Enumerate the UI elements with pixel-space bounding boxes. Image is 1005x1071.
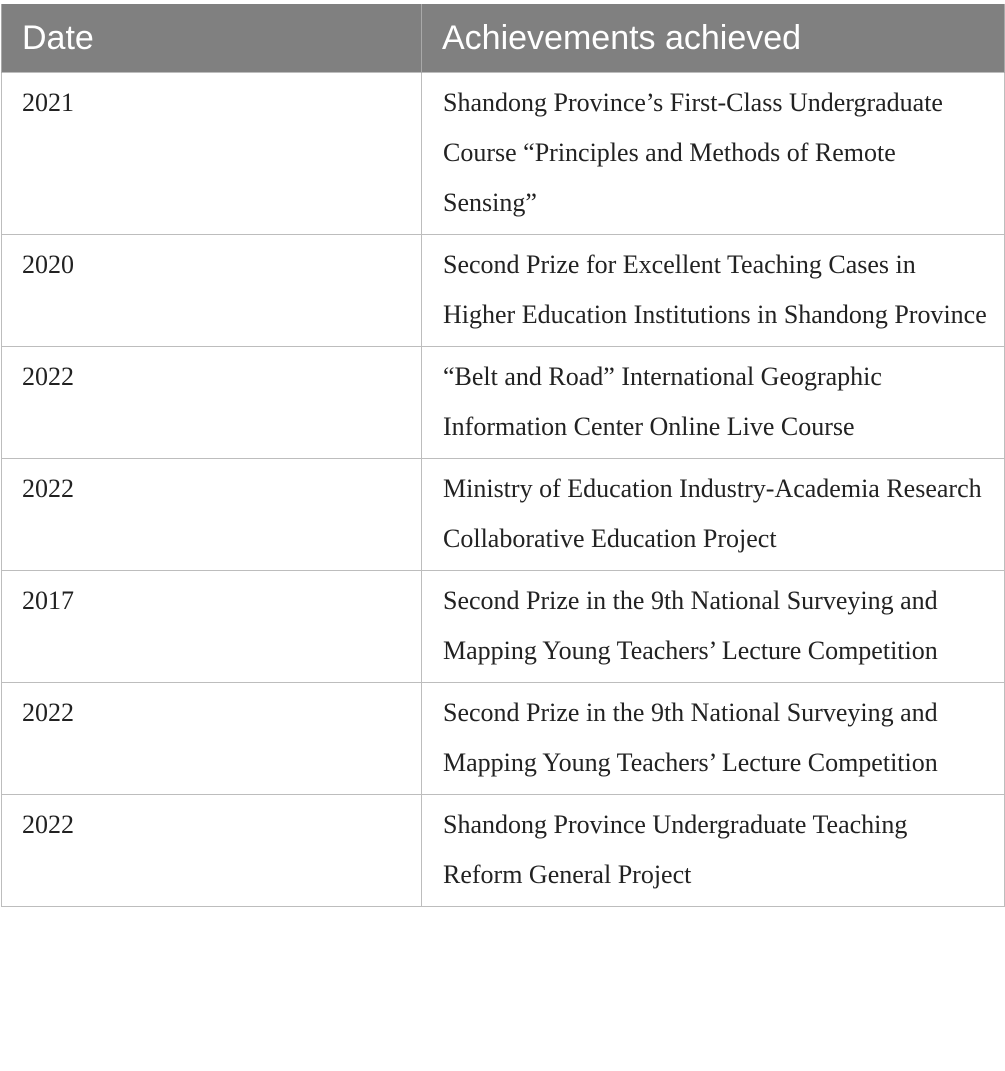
table-row <box>2 459 1005 571</box>
table-row <box>2 683 1005 795</box>
date-cell: 2020 <box>2 235 422 347</box>
table-row <box>2 795 1005 907</box>
date-cell: 2022 <box>2 683 422 795</box>
achievement-cell: Second Prize for Excellent Teaching Cases in Higher Education Institutions in Shandong Province <box>422 235 1005 347</box>
achievement-cell: Second Prize in the 9th National Surveying and Mapping Young Teachers’ Lecture Competition <box>422 571 1005 683</box>
achievement-cell: Ministry of Education Industry-Academia Research Collaborative Education Project <box>422 459 1005 571</box>
achievements-table <box>1 4 1005 907</box>
column-header-achievements: Achievements achieved <box>422 4 1005 73</box>
date-cell: 2022 <box>2 459 422 571</box>
achievement-cell: “Belt and Road” International Geographic Information Center Online Live Course <box>422 347 1005 459</box>
date-cell: 2022 <box>2 347 422 459</box>
achievement-cell: Second Prize in the 9th National Surveying and Mapping Young Teachers’ Lecture Competition <box>422 683 1005 795</box>
date-cell: 2022 <box>2 795 422 907</box>
date-cell: 2021 <box>2 73 422 235</box>
table-row <box>2 73 1005 235</box>
header-row <box>2 4 1005 73</box>
table-header <box>2 4 1005 73</box>
table-row <box>2 347 1005 459</box>
date-cell: 2017 <box>2 571 422 683</box>
table-row <box>2 235 1005 347</box>
achievement-cell: Shandong Province’s First-Class Undergraduate Course “Principles and Methods of Remote Sensing” <box>422 73 1005 235</box>
table-body <box>2 73 1005 907</box>
table-row <box>2 571 1005 683</box>
achievement-cell: Shandong Province Undergraduate Teaching Reform General Project <box>422 795 1005 907</box>
column-header-date: Date <box>2 4 422 73</box>
